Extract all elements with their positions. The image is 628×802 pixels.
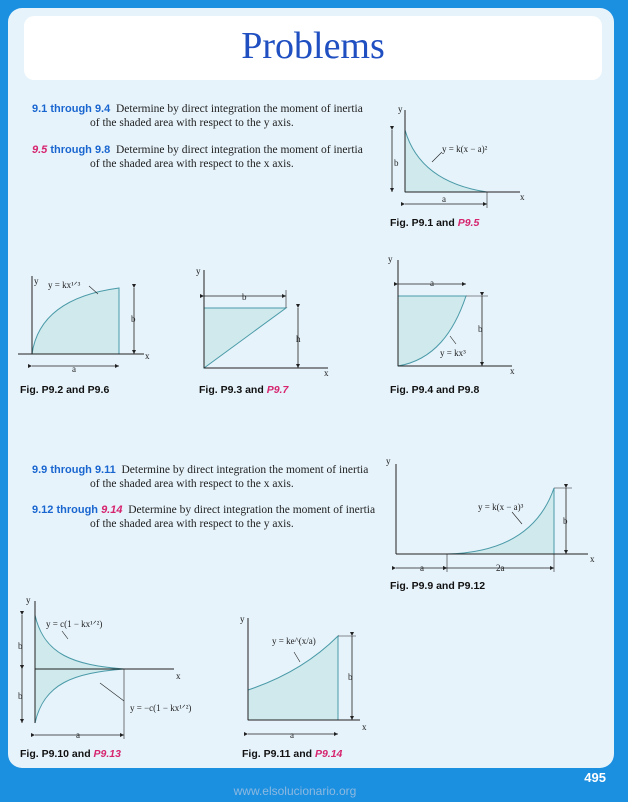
figure-p9-11 <box>232 612 382 742</box>
dim-b: b <box>242 292 247 302</box>
dim-a: a <box>420 563 424 573</box>
y-axis-label: y <box>240 614 245 624</box>
figure-p9-9 <box>382 452 602 577</box>
problem-text: Determine by direct integration the moment of inertia <box>116 103 363 115</box>
title-box <box>24 16 602 80</box>
problem-text: Determine by direct integration the moment of inertia <box>116 144 363 156</box>
problem-text-cont: of the shaded area with respect to the y axis. <box>90 117 294 129</box>
problem-9-5 <box>32 143 382 171</box>
y-axis-label: y <box>196 266 201 276</box>
problem-number: 9.12 through 9.14 <box>32 504 123 516</box>
curve-equation: y = ke^(x/a) <box>272 636 316 646</box>
problem-9-1 <box>32 102 382 130</box>
problem-9-9 <box>32 463 382 491</box>
dim-a: a <box>72 364 76 374</box>
figure-p9-3 <box>190 262 340 377</box>
dim-2a: 2a <box>496 563 505 573</box>
problem-number: 9.5 through 9.8 <box>32 144 111 156</box>
dim-b: b <box>478 324 483 334</box>
y-axis-label: y <box>388 254 393 264</box>
y-axis-label: y <box>398 104 403 114</box>
problem-text-cont: of the shaded area with respect to the x axis. <box>90 158 294 170</box>
y-axis-label: y <box>386 456 391 466</box>
figure-caption-p9-3: Fig. P9.3 and P9.7 <box>199 384 289 396</box>
problem-text-cont: of the shaded area with respect to the y axis. <box>90 518 294 530</box>
problem-number: 9.9 through 9.11 <box>32 464 116 476</box>
figure-caption-p9-9: Fig. P9.9 and P9.12 <box>390 580 486 592</box>
problem-9-12 <box>32 503 382 531</box>
dim-a: a <box>442 194 446 204</box>
x-axis-label: x <box>362 722 367 732</box>
dim-a: a <box>430 278 434 288</box>
dim-b-bottom: b <box>18 691 23 701</box>
dim-b-top: b <box>18 641 23 651</box>
curve-equation-top: y = c(1 − kx¹ᐟ²) <box>46 619 103 629</box>
dim-b: b <box>394 158 399 168</box>
y-axis-label: y <box>26 595 31 605</box>
problem-text: Determine by direct integration the moment of inertia <box>128 504 376 516</box>
problem-number: 9.1 through 9.4 <box>32 103 111 115</box>
figure-p9-4 <box>384 252 524 377</box>
curve-equation: y = kx¹ᐟ³ <box>48 280 81 290</box>
x-axis-label: x <box>510 366 515 376</box>
page-number: 495 <box>584 770 606 785</box>
curve-equation: y = kx³ <box>440 348 466 358</box>
footer-url[interactable]: www.elsolucionario.org <box>233 784 357 798</box>
dim-b: b <box>131 314 136 324</box>
figure-caption-p9-2: Fig. P9.2 and P9.6 <box>20 384 110 396</box>
page-title: Problems <box>241 25 385 67</box>
x-axis-label: x <box>176 671 181 681</box>
dim-b: b <box>348 672 353 682</box>
dim-b: b <box>563 516 568 526</box>
x-axis-label: x <box>520 192 525 202</box>
x-axis-label: x <box>590 554 595 564</box>
dim-a: a <box>76 730 80 740</box>
curve-equation: y = k(x − a)² <box>442 144 488 154</box>
problem-text-cont: of the shaded area with respect to the x axis. <box>90 478 294 490</box>
figure-p9-10 <box>14 595 214 745</box>
dim-a: a <box>290 730 294 740</box>
x-axis-label: x <box>145 351 150 361</box>
y-axis-label: y <box>34 276 39 286</box>
figure-p9-1 <box>380 100 540 212</box>
problem-text: Determine by direct integration the moment of inertia <box>121 464 369 476</box>
x-axis-label: x <box>324 368 329 378</box>
figure-p9-2 <box>14 272 164 380</box>
figure-caption-p9-4: Fig. P9.4 and P9.8 <box>390 384 480 396</box>
dim-h: h <box>296 334 301 344</box>
curve-equation-bottom: y = −c(1 − kx¹ᐟ²) <box>130 703 192 713</box>
figure-caption-p9-11: Fig. P9.11 and P9.14 <box>242 748 343 760</box>
curve-equation: y = k(x − a)³ <box>478 502 524 512</box>
figure-caption-p9-1: Fig. P9.1 and P9.5 <box>390 217 480 229</box>
figure-caption-p9-10: Fig. P9.10 and P9.13 <box>20 748 121 760</box>
